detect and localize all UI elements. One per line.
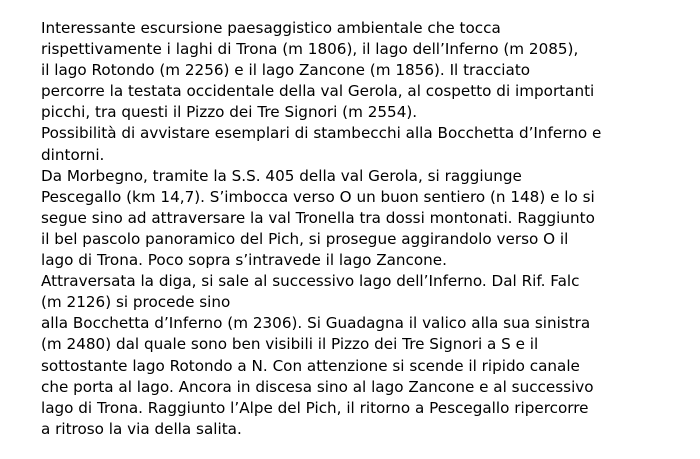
text-line: rispettivamente i laghi di Trona (m 1806), il lago dell’Inferno (m 2085), <box>41 40 579 59</box>
text-line: Pescegallo (km 14,7). S’imbocca verso O un buon sentiero (n 148) e lo si <box>41 187 595 206</box>
text-line: segue sino ad attraversare la val Tronella tra dossi montonati. Raggiunto <box>41 208 595 227</box>
document-body <box>41 18 691 440</box>
text-line: Interessante escursione paesaggistico ambientale che tocca <box>41 19 501 37</box>
text-line: dintorni. <box>41 145 105 164</box>
text-line: picchi, tra questi il Pizzo dei Tre Signori (m 2554). <box>41 103 418 122</box>
text-line: (m 2126) si procede sino <box>41 293 231 312</box>
text-line: Attraversata la diga, si sale al successivo lago dell’Inferno. Dal Rif. Falc <box>41 272 580 291</box>
text-line: che porta al lago. Ancora in discesa sino al lago Zancone e al successivo <box>41 377 594 396</box>
text-line: sottostante lago Rotondo a N. Con attenzione si scende il ripido canale <box>41 356 580 375</box>
text-line: alla Bocchetta d’Inferno (m 2306). Si Guadagna il valico alla sua sinistra <box>41 314 591 333</box>
text-line: lago di Trona. Poco sopra s’intravede il lago Zancone. <box>41 251 447 270</box>
text-line: lago di Trona. Raggiunto l’Alpe del Pich, il ritorno a Pescegallo ripercorre <box>41 398 589 417</box>
text-line: a ritroso la via della salita. <box>41 419 242 438</box>
text-line: (m 2480) dal quale sono ben visibili il Pizzo dei Tre Signori a S e il <box>41 335 539 354</box>
text-line: Possibilità di avvistare esemplari di stambecchi alla Bocchetta d’Inferno e <box>41 124 602 143</box>
text-line: Da Morbegno, tramite la S.S. 405 della val Gerola, si raggiunge <box>41 166 522 185</box>
text-line: il bel pascolo panoramico del Pich, si prosegue aggirandolo verso O il <box>41 229 569 248</box>
text-line: percorre la testata occidentale della val Gerola, al cospetto di importanti <box>41 82 595 101</box>
text-line: il lago Rotondo (m 2256) e il lago Zancone (m 1856). Il tracciato <box>41 61 531 80</box>
